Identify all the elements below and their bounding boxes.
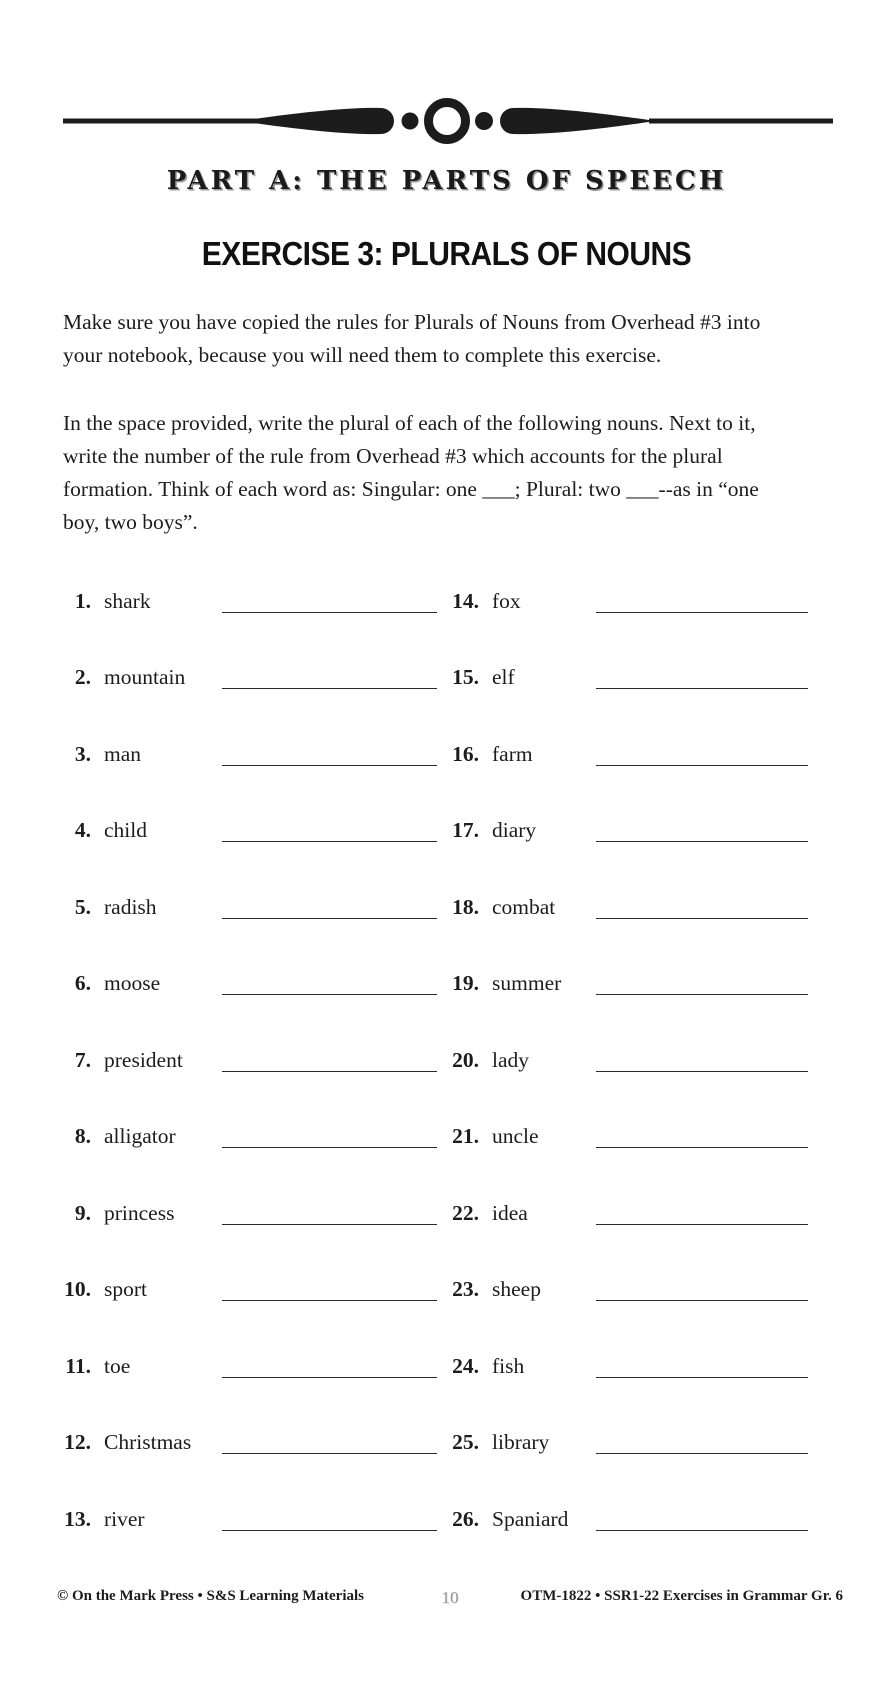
item-number: 7. (74, 1047, 91, 1072)
item-number: 14. (452, 588, 479, 613)
item-number: 24. (452, 1353, 479, 1378)
item-number: 12. (64, 1430, 91, 1454)
item-row-3 (63, 690, 437, 767)
answer-blank-24[interactable] (596, 1367, 808, 1378)
item-word: child (104, 818, 147, 842)
item-number: 20. (452, 1047, 479, 1072)
item-number: 10. (64, 1277, 91, 1301)
item-row-9 (63, 1149, 437, 1226)
answer-blank-12[interactable] (222, 1443, 437, 1454)
item-row-18 (445, 843, 838, 920)
answer-blank-16[interactable] (596, 755, 808, 766)
item-word: Spaniard (492, 1506, 569, 1531)
instruction-paragraph-1: Make sure you have copied the rules for Plurals of Nouns from Overhead #3 into your notebook, because you will need them to complete this exercise. (63, 310, 761, 367)
item-row-13 (63, 1455, 437, 1532)
item-row-16 (445, 690, 838, 767)
item-row-5 (63, 843, 437, 920)
footer-copyright: © On the Mark Press • S&S Learning Materials (57, 1588, 364, 1604)
answer-blank-22[interactable] (596, 1214, 808, 1225)
item-row-11 (63, 1302, 437, 1379)
item-word: elf (492, 665, 515, 689)
item-row-15 (445, 614, 838, 691)
answer-blank-8[interactable] (222, 1137, 437, 1148)
answer-blank-11[interactable] (222, 1367, 437, 1378)
item-word: Christmas (104, 1430, 192, 1454)
item-word: lady (492, 1047, 530, 1072)
item-word: sport (104, 1277, 147, 1301)
item-word: toe (104, 1353, 131, 1378)
answer-blank-4[interactable] (222, 831, 437, 842)
item-word: combat (492, 894, 556, 919)
item-word: man (104, 741, 142, 766)
item-number: 2. (74, 665, 91, 689)
item-number: 9. (74, 1200, 91, 1225)
item-word: summer (492, 971, 562, 995)
item-row-12 (63, 1379, 437, 1456)
answer-blank-23[interactable] (596, 1290, 808, 1301)
item-row-26 (445, 1455, 838, 1532)
answer-blank-15[interactable] (596, 678, 808, 689)
footer-page-number: 10 (441, 1588, 459, 1607)
item-word: president (104, 1047, 183, 1072)
answer-blank-2[interactable] (222, 678, 437, 689)
worksheet-items (63, 537, 838, 1532)
item-word: mountain (104, 665, 186, 689)
item-number: 25. (452, 1430, 479, 1454)
item-word: river (104, 1506, 145, 1531)
answer-blank-13[interactable] (222, 1520, 437, 1531)
footer-reference: OTM-1822 • SSR1-22 Exercises in Grammar Gr. 6 (520, 1588, 843, 1604)
exercise-title (0, 235, 893, 273)
item-word: princess (104, 1200, 175, 1225)
item-word: uncle (492, 1124, 539, 1148)
item-row-1 (63, 537, 437, 614)
item-number: 21. (452, 1124, 479, 1148)
answer-blank-21[interactable] (596, 1137, 808, 1148)
item-word: diary (492, 818, 537, 842)
instructions (63, 306, 775, 539)
item-row-23 (445, 1226, 838, 1303)
item-row-4 (63, 767, 437, 844)
item-word: moose (104, 971, 161, 995)
item-number: 17. (452, 818, 479, 842)
answer-blank-26[interactable] (596, 1520, 808, 1531)
item-number: 4. (74, 818, 91, 842)
item-number: 5. (74, 894, 91, 919)
answer-blank-10[interactable] (222, 1290, 437, 1301)
item-number: 16. (452, 741, 479, 766)
item-number: 15. (452, 665, 479, 689)
item-word: alligator (104, 1124, 176, 1148)
item-number: 13. (64, 1506, 91, 1531)
item-number: 3. (74, 741, 91, 766)
header-ornament-icon (63, 97, 833, 145)
item-word: library (492, 1430, 550, 1454)
answer-blank-5[interactable] (222, 908, 437, 919)
answer-blank-17[interactable] (596, 831, 808, 842)
item-row-7 (63, 996, 437, 1073)
item-word: radish (104, 894, 157, 919)
part-title: PART A: THE PARTS OF SPEECH (166, 166, 727, 196)
item-row-10 (63, 1226, 437, 1303)
item-number: 26. (452, 1506, 479, 1531)
item-row-2 (63, 614, 437, 691)
item-row-17 (445, 767, 838, 844)
answer-blank-25[interactable] (596, 1443, 808, 1454)
item-word: farm (492, 741, 533, 766)
answer-blank-7[interactable] (222, 1061, 437, 1072)
item-number: 11. (65, 1353, 91, 1378)
instruction-paragraph-2: In the space provided, write the plural of each of the following nouns. Next to it, write the number of the rule from Overhead #3 which accounts for the plural formation. Think of each word as: Singular: one ___; Plural: two ___--as in “one boy, two boys”. (63, 411, 759, 534)
item-number: 18. (452, 894, 479, 919)
item-row-6 (63, 920, 437, 997)
item-number: 1. (74, 588, 91, 613)
item-row-8 (63, 1073, 437, 1150)
exercise-title-text: EXERCISE 3: PLURALS OF NOUNS (201, 235, 692, 273)
answer-blank-6[interactable] (222, 984, 437, 995)
item-row-19 (445, 920, 838, 997)
worksheet-column-right (445, 537, 838, 1532)
page-footer (57, 1588, 843, 1605)
worksheet-column-left (63, 537, 437, 1532)
item-word: sheep (492, 1277, 541, 1301)
item-word: fox (492, 588, 521, 613)
item-word: fish (492, 1353, 525, 1378)
answer-blank-3[interactable] (222, 755, 437, 766)
item-number: 19. (452, 971, 479, 995)
answer-blank-9[interactable] (222, 1214, 437, 1225)
item-word: idea (492, 1200, 528, 1225)
item-row-25 (445, 1379, 838, 1456)
item-word: shark (104, 588, 151, 613)
item-number: 23. (452, 1277, 479, 1301)
item-number: 6. (74, 971, 91, 995)
answer-blank-19[interactable] (596, 984, 808, 995)
answer-blank-18[interactable] (596, 908, 808, 919)
item-row-14 (445, 537, 838, 614)
item-number: 22. (452, 1200, 479, 1225)
answer-blank-14[interactable] (596, 602, 808, 613)
answer-blank-1[interactable] (222, 602, 437, 613)
item-number: 8. (74, 1124, 91, 1148)
item-row-24 (445, 1302, 838, 1379)
item-row-20 (445, 996, 838, 1073)
answer-blank-20[interactable] (596, 1061, 808, 1072)
item-row-21 (445, 1073, 838, 1150)
item-row-22 (445, 1149, 838, 1226)
